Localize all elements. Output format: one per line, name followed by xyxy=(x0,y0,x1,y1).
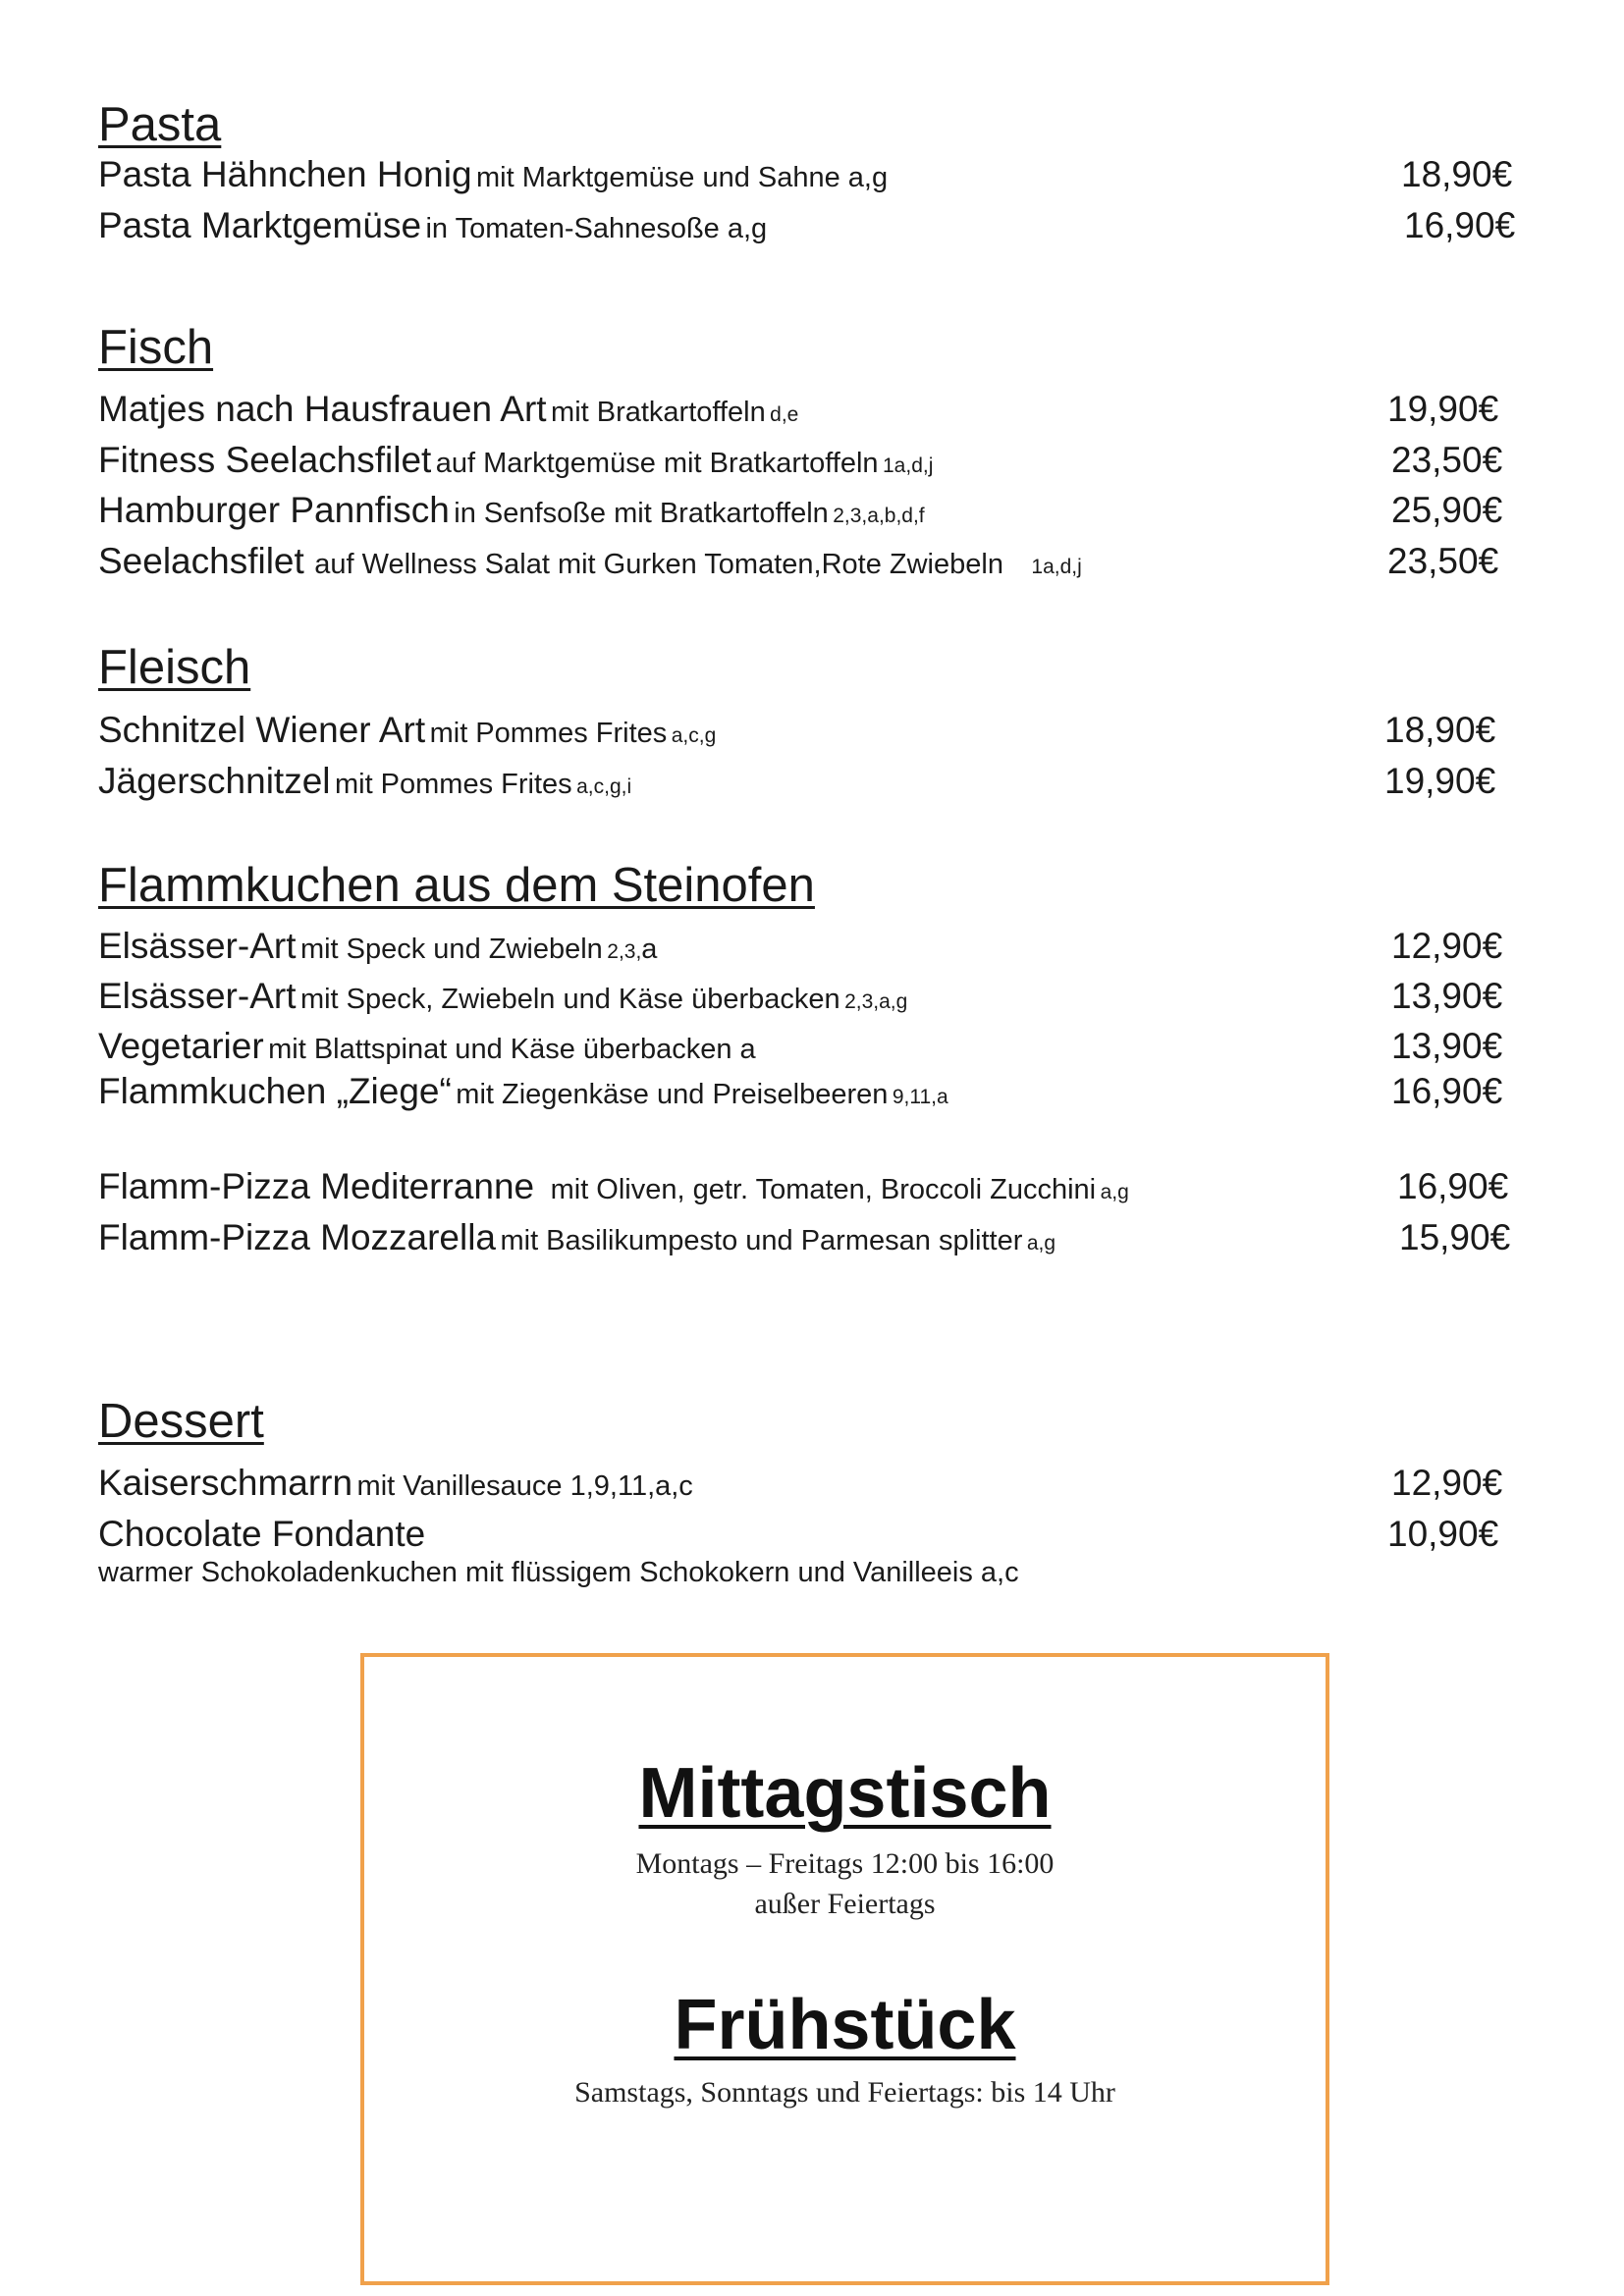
item-price: 13,90€ xyxy=(1391,976,1503,1016)
item-name: Fitness Seelachsfilet xyxy=(98,440,432,480)
item-price: 16,90€ xyxy=(1404,205,1516,245)
item-price: 23,50€ xyxy=(1387,541,1499,581)
section-heading-pasta: Pasta xyxy=(98,98,222,151)
section-heading-fleisch: Fleisch xyxy=(98,641,251,694)
mittagstisch-exception: außer Feiertags xyxy=(754,1888,936,1920)
allergen-codes: a,g xyxy=(1026,1232,1056,1255)
section-heading-flammkuchen: Flammkuchen aus dem Steinofen xyxy=(98,859,815,912)
mittagstisch-hours: Montags – Freitags 12:00 bis 16:00 xyxy=(635,1847,1055,1880)
item-description: mit Vanillesauce 1,9,11,a,c xyxy=(356,1470,693,1502)
menu-item xyxy=(98,1026,756,1067)
item-name: Kaiserschmarrn xyxy=(98,1463,353,1503)
menu-item xyxy=(98,541,1082,582)
item-name: Elsässer-Art xyxy=(98,926,297,966)
item-description: mit Marktgemüse und Sahne a,g xyxy=(476,162,889,193)
item-description: in Senfsoße mit Bratkartoffeln xyxy=(454,498,829,529)
allergen-codes: d,e xyxy=(770,403,799,426)
item-price: 16,90€ xyxy=(1391,1071,1503,1111)
item-price: 19,90€ xyxy=(1387,389,1499,429)
item-name: Chocolate Fondante xyxy=(98,1514,426,1554)
menu-item xyxy=(98,926,657,967)
item-name: Seelachsfilet xyxy=(98,541,304,581)
section-heading-fisch: Fisch xyxy=(98,321,214,374)
menu-item xyxy=(98,710,716,751)
menu-item xyxy=(98,1166,1129,1207)
item-description: mit Pommes Frites xyxy=(334,769,572,800)
allergen-code-tail: a xyxy=(641,934,658,965)
menu-item xyxy=(98,490,925,531)
item-name: Schnitzel Wiener Art xyxy=(98,710,426,750)
item-description: mit Bratkartoffeln xyxy=(551,397,766,428)
menu-item xyxy=(98,1463,693,1504)
item-price: 12,90€ xyxy=(1391,926,1503,966)
item-note: warmer Schokoladenkuchen mit flüssigem Schokokern und Vanilleeis a,c xyxy=(98,1557,1019,1588)
item-description: mit Blattspinat und Käse überbacken a xyxy=(268,1034,756,1065)
item-name: Elsässer-Art xyxy=(98,976,297,1016)
menu-item xyxy=(98,976,907,1017)
menu-item xyxy=(98,1071,948,1112)
menu-item xyxy=(98,389,798,430)
allergen-codes: 1a,d,j xyxy=(883,454,934,477)
item-description: in Tomaten-Sahnesoße a,g xyxy=(425,213,768,244)
menu-item xyxy=(98,761,631,802)
allergen-codes: 2,3, xyxy=(607,940,642,963)
allergen-codes: 1a,d,j xyxy=(1031,556,1082,578)
item-name: Hamburger Pannfisch xyxy=(98,490,450,530)
mittagstisch-title: Mittagstisch xyxy=(638,1754,1052,1833)
item-name: Pasta Hähnchen Honig xyxy=(98,154,472,194)
item-name: Jägerschnitzel xyxy=(98,761,331,801)
menu-item xyxy=(98,1514,425,1555)
item-price: 18,90€ xyxy=(1384,710,1496,750)
item-price: 18,90€ xyxy=(1401,154,1513,194)
item-description: mit Ziegenkäse und Preiselbeeren xyxy=(456,1079,889,1110)
menu-item xyxy=(98,205,767,246)
allergen-codes: 2,3,a,g xyxy=(844,990,908,1013)
item-description: auf Wellness Salat mit Gurken Tomaten,Rote Zwiebeln xyxy=(314,549,1003,580)
fruehstueck-hours: Samstags, Sonntags und Feiertags: bis 14 Uhr xyxy=(574,2076,1115,2109)
menu-item xyxy=(98,440,933,481)
item-description: mit Pommes Frites xyxy=(429,718,668,749)
item-price: 19,90€ xyxy=(1384,761,1496,801)
item-price: 13,90€ xyxy=(1391,1026,1503,1066)
allergen-codes: 2,3,a,b,d,f xyxy=(833,505,925,527)
item-name: Matjes nach Hausfrauen Art xyxy=(98,389,547,429)
allergen-codes: 9,11,a xyxy=(892,1086,948,1108)
allergen-codes: a,c,g xyxy=(671,724,717,747)
item-description: mit Basilikumpesto und Parmesan splitter xyxy=(500,1225,1023,1256)
item-description: mit Oliven, getr. Tomaten, Broccoli Zucchini xyxy=(550,1174,1097,1205)
item-price: 16,90€ xyxy=(1397,1166,1509,1206)
allergen-codes: a,g xyxy=(1100,1181,1129,1203)
item-description: auf Marktgemüse mit Bratkartoffeln xyxy=(435,448,879,479)
item-name: Flamm-Pizza Mozzarella xyxy=(98,1217,497,1257)
item-price: 15,90€ xyxy=(1399,1217,1511,1257)
opening-hours-box xyxy=(360,1653,1329,2285)
section-heading-dessert: Dessert xyxy=(98,1395,264,1448)
item-price: 10,90€ xyxy=(1387,1514,1499,1554)
allergen-codes: a,c,g,i xyxy=(576,775,632,798)
menu-item xyxy=(98,1217,1056,1258)
item-name: Vegetarier xyxy=(98,1026,264,1066)
item-description: mit Speck und Zwiebeln xyxy=(299,934,603,965)
item-name: Pasta Marktgemüse xyxy=(98,205,422,245)
item-price: 25,90€ xyxy=(1391,490,1503,530)
menu-item xyxy=(98,154,888,195)
item-name: Flamm-Pizza Mediterranne xyxy=(98,1166,535,1206)
item-description: mit Speck, Zwiebeln und Käse überbacken xyxy=(299,984,840,1015)
item-price: 23,50€ xyxy=(1391,440,1503,480)
item-name: Flammkuchen „Ziege“ xyxy=(98,1071,452,1111)
item-price: 12,90€ xyxy=(1391,1463,1503,1503)
fruehstueck-title: Frühstück xyxy=(674,1986,1016,2064)
